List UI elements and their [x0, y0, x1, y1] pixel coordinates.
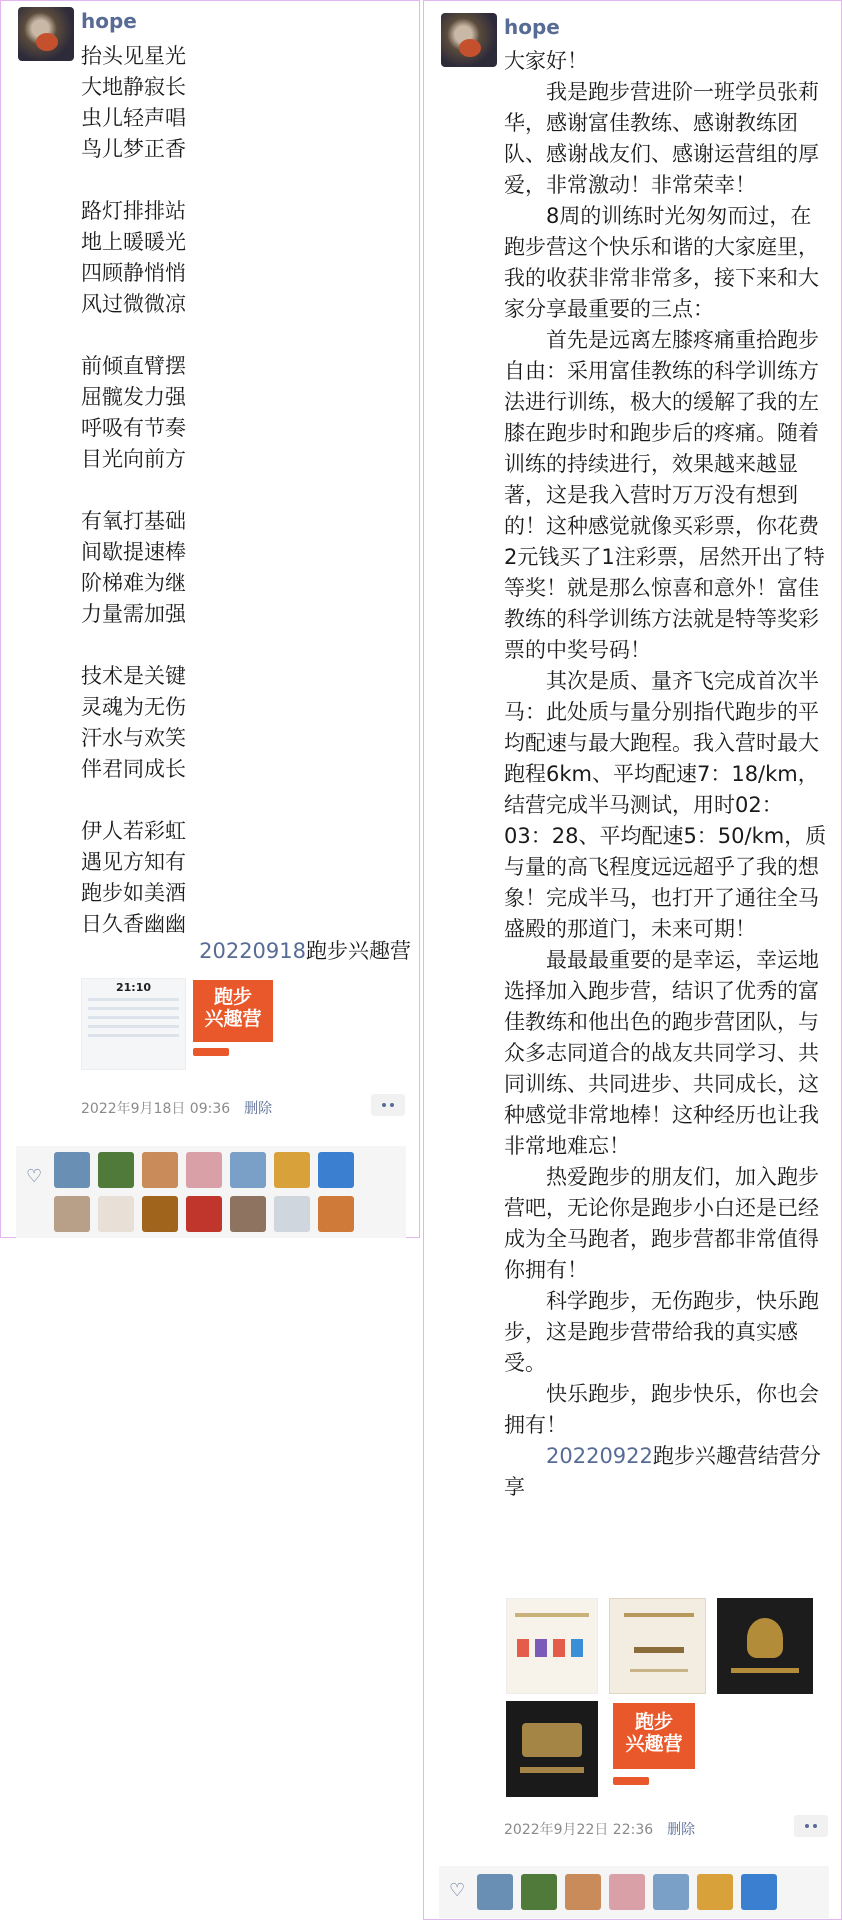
poem-line: 大地静寂长 [81, 75, 186, 99]
poem-line: 前倾直臂摆 [81, 354, 186, 378]
post-signature [81, 936, 411, 967]
liker-avatar[interactable] [521, 1874, 557, 1910]
liker-avatar[interactable] [98, 1196, 134, 1232]
liker-avatar[interactable] [186, 1152, 222, 1188]
heart-icon: ♡ [449, 1880, 466, 1901]
poem-line: 抬头见星光 [81, 44, 186, 68]
poem-line: 日久香幽幽 [81, 912, 186, 936]
liker-avatar[interactable] [565, 1874, 601, 1910]
stanza-gap [81, 475, 401, 506]
poster-badge: 跑步 兴趣营 [193, 980, 273, 1042]
liker-avatar[interactable] [142, 1196, 178, 1232]
stanza-gap [81, 630, 401, 661]
liker-avatar[interactable] [609, 1874, 645, 1910]
award-image[interactable] [717, 1598, 813, 1694]
liker-avatar[interactable] [230, 1196, 266, 1232]
running-camp-poster[interactable] [609, 1701, 699, 1797]
likes-panel [439, 1866, 829, 1918]
poem-line: 汗水与欢笑 [81, 726, 186, 750]
liker-avatar[interactable] [186, 1196, 222, 1232]
poem-line: 遇见方知有 [81, 850, 186, 874]
post-paragraph: 其次是质、量齐飞完成首次半马：此处质与量分别指代跑步的平均配速与最大跑程。我入营时最大跑程6km、平均配速7：18/km，结营完成半马测试，用时02：03：28、平均配速5：50/km，质与量的高飞程度远远超乎了我的想象！完成半马，也打开了通往全马盛殿的那道门，未来可期！ [504, 669, 827, 941]
liker-avatar[interactable] [142, 1152, 178, 1188]
post-paragraph: 最最最重要的是幸运，幸运地选择加入跑步营，结识了优秀的富佳教练和他出色的跑步营团队，与众多志同道合的战友共同学习、共同训练、共同进步、共同成长，这种感觉非常地棒！这种经历也让我非常地难忘！ [504, 948, 819, 1158]
poem-text [81, 41, 401, 940]
poem-line: 呼吸有节奏 [81, 416, 186, 440]
greeting-text: 大家好！ [504, 49, 588, 73]
stanza-gap [81, 785, 401, 816]
certificate-image[interactable] [609, 1598, 706, 1694]
certificate-image[interactable] [506, 1598, 598, 1694]
poem-line: 伊人若彩虹 [81, 819, 186, 843]
post-timestamp [81, 1098, 272, 1118]
stanza-gap [81, 165, 401, 196]
post-body [504, 46, 829, 1503]
poem-line: 力量需加强 [81, 602, 186, 626]
poem-line: 四顾静悄悄 [81, 261, 186, 285]
stanza-gap [81, 320, 401, 351]
more-options-button[interactable] [794, 1815, 828, 1837]
liker-avatar[interactable] [230, 1152, 266, 1188]
timestamp-text: 2022年9月18日 09:36 [81, 1101, 231, 1117]
poem-line: 跑步如美酒 [81, 881, 186, 905]
liker-avatar[interactable] [741, 1874, 777, 1910]
post-paragraph: 首先是远离左膝疼痛重拾跑步自由：采用富佳教练的科学训练方法进行训练，极大的缓解了我的左膝在跑步时和跑步后的疼痛。随着训练的持续进行，效果越来越显著，这是我入营时万万没有想到的！这种感觉就像买彩票，你花费2元钱买了1注彩票，居然开出了特等奖！就是那么惊喜和意外！富佳教练的科学训练方法就是特等奖彩票的中奖号码！ [504, 328, 825, 662]
more-options-button[interactable] [371, 1094, 405, 1116]
timestamp-text: 2022年9月22日 22:36 [504, 1822, 654, 1838]
poster-badge: 跑步 兴趣营 [613, 1703, 695, 1769]
liker-avatar[interactable] [274, 1196, 310, 1232]
right-moment-card [423, 0, 842, 1920]
delete-link[interactable]: 删除 [244, 1101, 273, 1117]
left-moment-card [0, 0, 420, 1238]
liker-avatar[interactable] [274, 1152, 310, 1188]
poem-line: 伴君同成长 [81, 757, 186, 781]
post-paragraph: 科学跑步，无伤跑步，快乐跑步，这是跑步营带给我的真实感受。 [504, 1289, 819, 1375]
poem-line: 灵魂为无伤 [81, 695, 186, 719]
running-camp-poster[interactable] [189, 978, 281, 1070]
signature-text: 跑步兴趣营结营分享 [504, 1444, 821, 1499]
poem-line: 屈髋发力强 [81, 385, 186, 409]
paragraphs [504, 77, 829, 1441]
liker-avatar[interactable] [477, 1874, 513, 1910]
heart-icon: ♡ [26, 1166, 43, 1187]
stats-time: 21:10 [115, 981, 151, 994]
avatar[interactable] [18, 7, 74, 61]
liker-avatar[interactable] [318, 1152, 354, 1188]
date-link[interactable]: 20220918 [199, 939, 306, 963]
username[interactable]: hope [504, 15, 560, 39]
post-paragraph: 快乐跑步，跑步快乐，你也会拥有！ [504, 1382, 819, 1437]
liker-avatar[interactable] [98, 1152, 134, 1188]
post-paragraph: 8周的训练时光匆匆而过，在跑步营这个快乐和谐的大家庭里，我的收获非常非常多，接下来和大家分享最重要的三点： [504, 204, 819, 321]
run-stats-image[interactable] [81, 978, 186, 1070]
liker-avatar[interactable] [697, 1874, 733, 1910]
poem-line: 有氧打基础 [81, 509, 186, 533]
poem-line: 鸟儿梦正香 [81, 137, 186, 161]
poem-line: 风过微微凉 [81, 292, 186, 316]
poem-line: 目光向前方 [81, 447, 186, 471]
username[interactable]: hope [81, 9, 137, 33]
post-signature [504, 1441, 829, 1503]
post-paragraph: 热爱跑步的朋友们，加入跑步营吧，无论你是跑步小白还是已经成为全马跑者，跑步营都非常值得你拥有！ [504, 1165, 819, 1282]
poem-line: 地上暖暖光 [81, 230, 186, 254]
poem-line: 虫儿轻声唱 [81, 106, 186, 130]
poem-line: 路灯排排站 [81, 199, 186, 223]
poem-line: 间歇提速棒 [81, 540, 186, 564]
avatar[interactable] [441, 13, 497, 67]
delete-link[interactable]: 删除 [667, 1822, 696, 1838]
liker-avatar[interactable] [54, 1152, 90, 1188]
signature-text: 跑步兴趣营 [306, 939, 411, 963]
likes-panel [16, 1146, 406, 1238]
award-image[interactable] [506, 1701, 598, 1797]
post-timestamp [504, 1819, 695, 1839]
post-paragraph: 我是跑步营进阶一班学员张莉华，感谢富佳教练、感谢教练团队、感谢战友们、感谢运营组的厚爱，非常激动！非常荣幸！ [504, 80, 819, 197]
liker-avatar[interactable] [54, 1196, 90, 1232]
liker-avatar[interactable] [318, 1196, 354, 1232]
liker-avatar[interactable] [653, 1874, 689, 1910]
poem-line: 阶梯难为继 [81, 571, 186, 595]
poem-line: 技术是关键 [81, 664, 186, 688]
date-link[interactable]: 20220922 [546, 1444, 653, 1468]
